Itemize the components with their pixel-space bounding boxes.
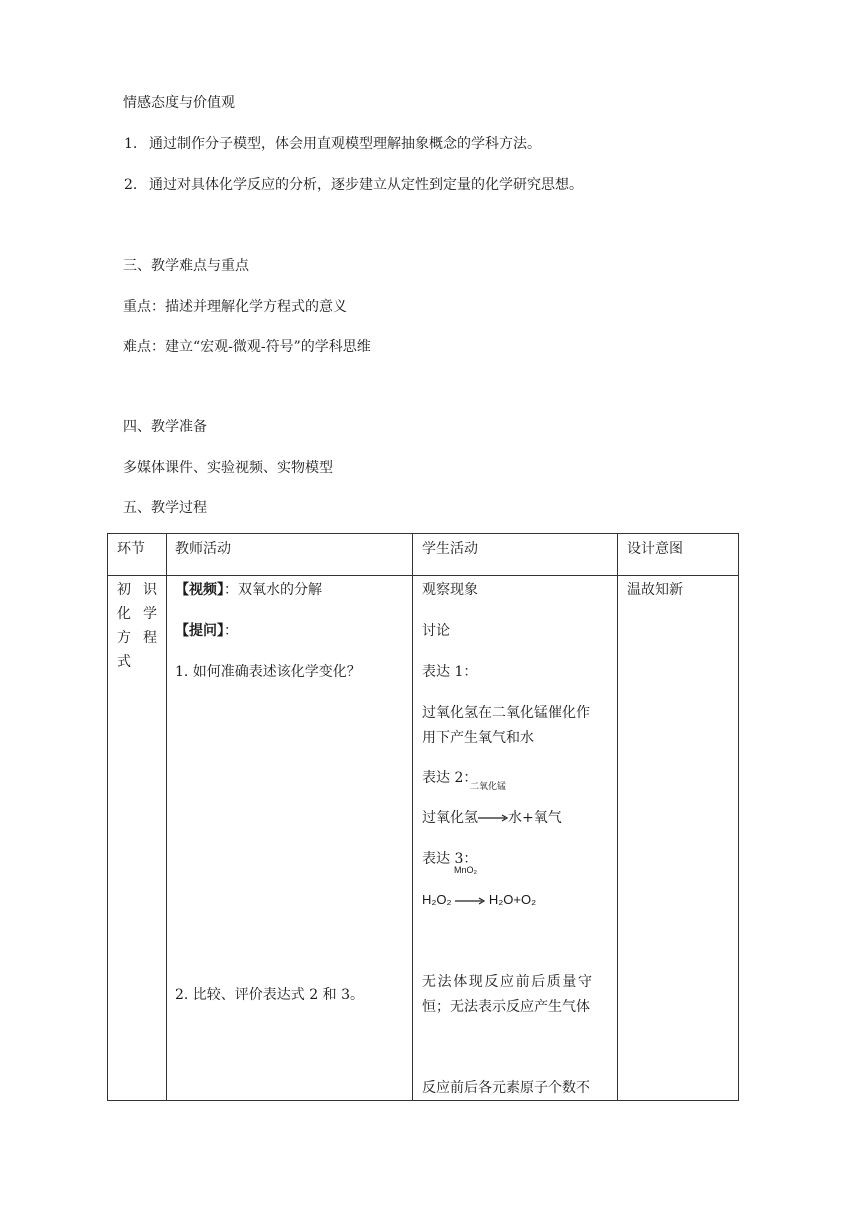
stage-char: 学	[143, 606, 157, 622]
evaluation-line: 恒；无法表示反应产生气体	[422, 999, 590, 1015]
observe-text: 观察现象	[422, 582, 478, 598]
expr3-equation: H₂O₂ H₂O+O₂	[422, 892, 537, 907]
reaction-arrow-icon	[455, 896, 485, 906]
expr1-label: 表达 1：	[422, 664, 478, 680]
intent-text: 温故知新	[627, 582, 683, 598]
video-line: 【视频】：双氧水的分解	[175, 582, 322, 598]
header-cell: 教师活动	[167, 534, 413, 576]
stage-cell	[108, 576, 167, 1101]
intent-cell	[618, 576, 739, 1101]
header-cell: 学生活动	[413, 534, 618, 576]
stage-char: 式	[117, 654, 131, 670]
expr2-equation: 过氧化氢 水+氧气	[422, 810, 562, 826]
header-cell: 设计意图	[618, 534, 739, 576]
difficult-point: 难点：建立“宏观-微观-符号”的学科思维	[123, 339, 371, 355]
stage-char: 化	[117, 606, 131, 622]
lesson-process-table	[107, 533, 739, 1101]
list-number: 1.	[124, 136, 138, 152]
list-text: 通过制作分子模型，体会用直观模型理解抽象概念的学科方法。	[149, 136, 541, 152]
section-heading-emotion: 情感态度与价值观	[123, 95, 235, 111]
evaluation-line: 无法体现反应前后质量守	[422, 974, 594, 990]
question-line: 【提问】：	[175, 623, 238, 639]
atom-count-line: 反应前后各元素原子个数不	[422, 1080, 590, 1096]
question-2: 2. 比较、评价表达式 2 和 3。	[175, 987, 364, 1003]
student-cell	[413, 576, 618, 1101]
question-1: 1. 如何准确表述该化学变化？	[175, 664, 361, 680]
section-heading-process: 五、教学过程	[123, 500, 207, 516]
catalyst-formula: MnO₂	[454, 865, 477, 875]
stage-char: 程	[143, 630, 157, 646]
header-cell: 环节	[108, 534, 167, 576]
stage-char: 初	[117, 582, 131, 598]
expr3-label: 表达 3：	[422, 851, 478, 867]
reaction-arrow-icon	[478, 813, 508, 823]
expr1-line: 用下产生氧气和水	[422, 730, 534, 746]
expr1-line: 过氧化氢在二氧化锰催化作	[422, 705, 590, 721]
list-number: 2.	[124, 177, 138, 193]
discuss-text: 讨论	[422, 623, 450, 639]
table-header-row	[108, 534, 739, 576]
teacher-cell	[167, 576, 413, 1101]
section-heading-difficulty: 三、教学难点与重点	[123, 258, 249, 274]
prep-text: 多媒体课件、实验视频、实物模型	[123, 460, 333, 476]
section-heading-prep: 四、教学准备	[123, 419, 207, 435]
expr2-label: 表达 2：	[422, 770, 478, 786]
key-point: 重点：描述并理解化学方程式的意义	[123, 299, 347, 315]
stage-char: 方	[117, 630, 131, 646]
list-text: 通过对具体化学反应的分析，逐步建立从定性到定量的化学研究思想。	[149, 177, 583, 193]
stage-char: 识	[143, 582, 157, 598]
table-row	[108, 576, 739, 1101]
catalyst-label: 二氧化锰	[470, 782, 507, 792]
